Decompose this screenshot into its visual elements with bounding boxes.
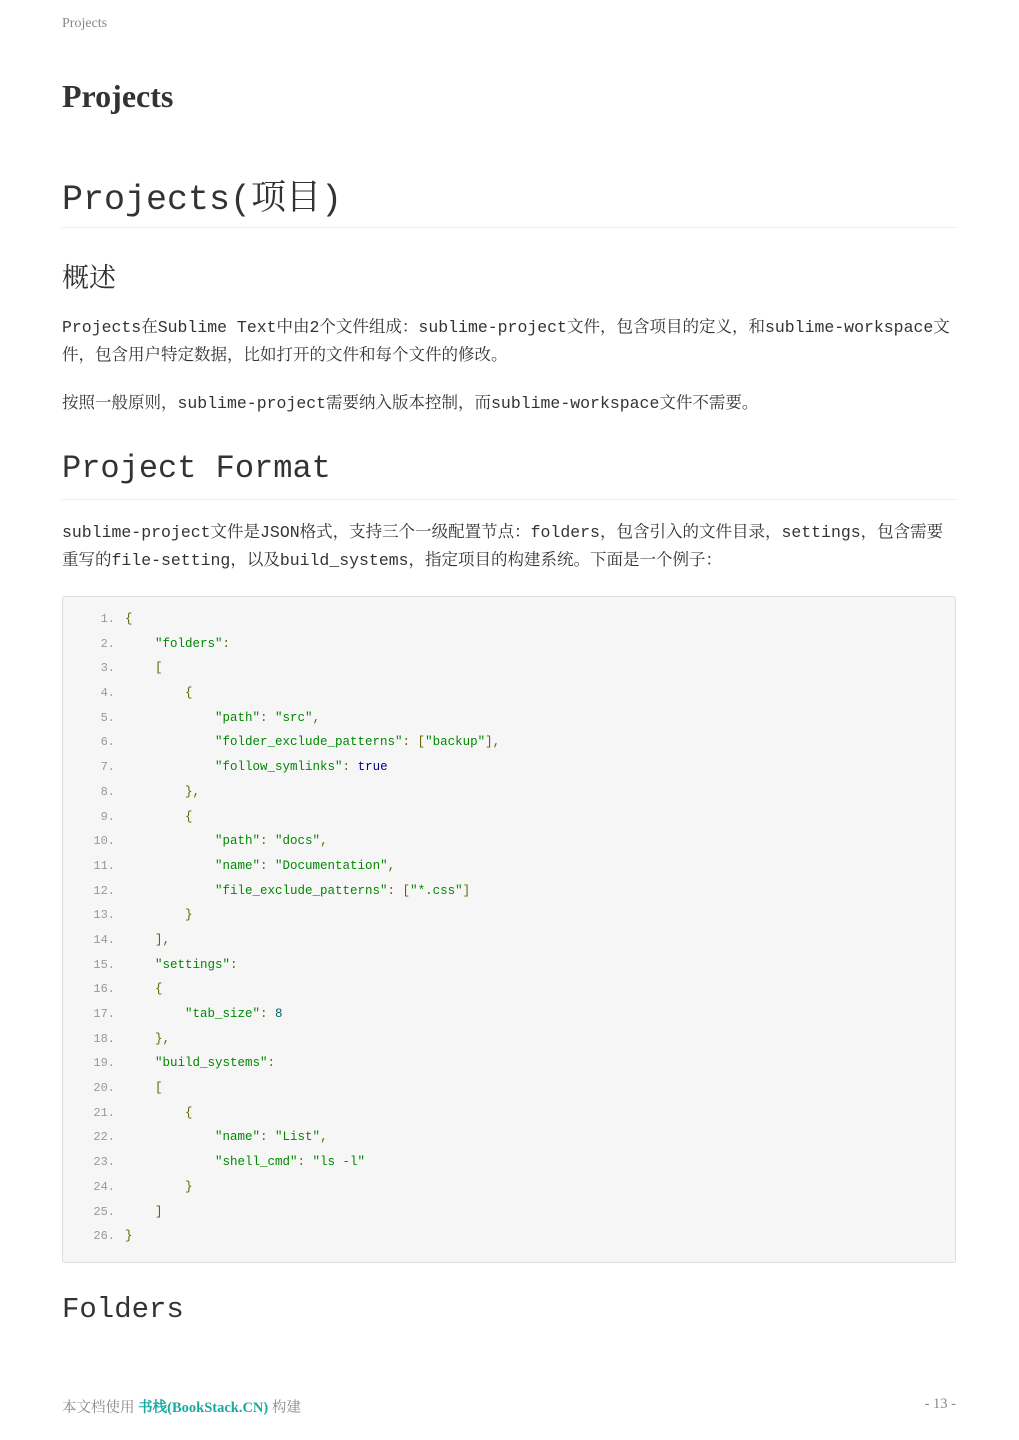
footer-bookstack-link[interactable]: 书栈(BookStack.CN) xyxy=(138,1400,269,1416)
line-number: 2. xyxy=(100,636,115,651)
page-number: - 13 - xyxy=(924,1396,956,1412)
code-token: "backup" xyxy=(425,735,486,750)
section-heading-projects: Projects(项目) xyxy=(62,180,343,220)
code-text xyxy=(125,1150,365,1175)
code-token: "docs" xyxy=(275,834,321,849)
line-number: 14. xyxy=(93,932,115,947)
line-number: 15. xyxy=(93,957,115,972)
code-text xyxy=(125,928,170,953)
code-token: : xyxy=(230,957,238,972)
code-text xyxy=(125,1101,193,1126)
code-token xyxy=(125,958,155,972)
line-number: 19. xyxy=(93,1056,115,1071)
line-number: 8. xyxy=(100,784,115,799)
code-token: , xyxy=(320,1130,328,1145)
code-text xyxy=(125,656,163,681)
code-text xyxy=(125,1125,328,1150)
code-token: : xyxy=(260,1007,276,1021)
code-token: { xyxy=(185,1105,193,1120)
line-number: 20. xyxy=(93,1081,115,1096)
code-token: "List" xyxy=(275,1130,321,1145)
line-number: 1. xyxy=(100,612,115,626)
code-token xyxy=(125,834,215,848)
code-token: "Documentation" xyxy=(275,858,388,873)
code-token: : xyxy=(260,710,276,725)
heading-divider xyxy=(62,499,956,500)
code-text xyxy=(125,854,395,879)
line-number: 13. xyxy=(93,908,115,923)
code-token: , xyxy=(387,858,396,873)
footer-prefix: 本文档使用 xyxy=(62,1400,135,1416)
code-token: }, xyxy=(185,784,201,799)
line-number: 22. xyxy=(93,1130,115,1145)
code-token: ], xyxy=(155,932,171,947)
code-token xyxy=(125,884,215,898)
code-line xyxy=(63,1076,163,1101)
code-line xyxy=(63,1125,328,1150)
code-line xyxy=(63,879,471,904)
heading-divider xyxy=(62,227,956,228)
line-number: 17. xyxy=(93,1007,115,1021)
code-text xyxy=(125,1076,163,1101)
code-line xyxy=(63,903,193,928)
code-line xyxy=(63,1027,171,1052)
section-heading-project-format: Project Format xyxy=(62,450,331,487)
code-token: : xyxy=(260,858,276,873)
code-line xyxy=(63,730,501,755)
code-token: ], xyxy=(485,735,501,750)
code-token: ] xyxy=(155,1204,163,1219)
code-token: "shell_cmd" xyxy=(215,1155,298,1170)
code-text xyxy=(125,730,500,755)
code-text xyxy=(125,805,193,830)
code-token xyxy=(125,810,185,824)
code-text xyxy=(125,1224,133,1249)
code-token xyxy=(125,760,215,774)
code-text xyxy=(125,879,470,904)
overview-paragraph-2: 按照一般原则，sublime-project需要纳入版本控制，而sublime-workspace文件不需要。 xyxy=(62,394,759,413)
code-line xyxy=(63,656,163,681)
code-token: [ xyxy=(155,661,163,676)
code-token: true xyxy=(357,760,388,775)
line-number: 24. xyxy=(93,1179,115,1194)
code-token: [ xyxy=(155,1081,163,1096)
code-line xyxy=(63,632,231,657)
code-line xyxy=(63,1200,163,1225)
code-token: , xyxy=(320,834,328,849)
code-token: : xyxy=(222,636,231,651)
code-token: "path" xyxy=(215,834,261,849)
code-token: , xyxy=(312,710,321,725)
line-number: 6. xyxy=(100,735,115,750)
code-text xyxy=(125,1027,170,1052)
code-line xyxy=(63,1150,366,1175)
code-token: : xyxy=(342,760,358,775)
code-line xyxy=(63,829,328,854)
code-token: "follow_symlinks" xyxy=(215,760,343,775)
line-number: 5. xyxy=(100,710,115,725)
code-token xyxy=(125,735,215,749)
code-lines xyxy=(63,607,501,1249)
code-token: : xyxy=(260,834,276,849)
code-token: : xyxy=(267,1056,276,1071)
line-number: 18. xyxy=(93,1031,115,1046)
code-token: } xyxy=(125,1229,133,1244)
code-token xyxy=(125,1130,215,1144)
line-number: 16. xyxy=(93,982,115,997)
code-text xyxy=(125,903,193,928)
code-token xyxy=(125,1106,185,1120)
code-line xyxy=(63,1002,283,1027)
code-line xyxy=(63,1175,193,1200)
code-line xyxy=(63,1101,193,1126)
code-text xyxy=(125,1200,163,1225)
page-title: Projects xyxy=(62,78,174,114)
code-token: "ls -l" xyxy=(312,1155,366,1170)
code-text xyxy=(125,632,230,657)
line-number: 7. xyxy=(100,760,115,775)
code-text xyxy=(125,1051,275,1076)
code-token: "folder_exclude_patterns" xyxy=(215,735,403,750)
code-token: 8 xyxy=(275,1007,283,1021)
code-text xyxy=(125,829,328,854)
code-token: "path" xyxy=(215,710,261,725)
code-token xyxy=(125,1205,155,1219)
code-line xyxy=(63,805,193,830)
code-token: { xyxy=(125,612,133,626)
code-line xyxy=(63,607,133,632)
code-text xyxy=(125,977,163,1002)
line-number: 12. xyxy=(93,883,115,898)
code-token xyxy=(125,908,185,922)
line-number: 25. xyxy=(93,1204,115,1219)
code-token: { xyxy=(155,982,163,997)
line-number: 3. xyxy=(100,661,115,676)
code-line xyxy=(63,953,238,978)
footer-credit xyxy=(62,1396,301,1417)
code-token xyxy=(125,785,185,799)
code-token: "folders" xyxy=(155,636,223,651)
line-number: 4. xyxy=(100,686,115,701)
code-token xyxy=(125,933,155,947)
code-line xyxy=(63,1224,133,1249)
code-token xyxy=(125,1007,185,1021)
footer-suffix: 构建 xyxy=(271,1400,301,1416)
code-token: "file_exclude_patterns" xyxy=(215,883,388,898)
code-token: "name" xyxy=(215,1130,261,1145)
code-text xyxy=(125,1175,193,1200)
code-token: "*.css" xyxy=(410,883,463,898)
line-number: 21. xyxy=(93,1105,115,1120)
code-token: } xyxy=(185,1179,193,1194)
code-token xyxy=(125,1155,215,1169)
line-number: 23. xyxy=(93,1155,115,1170)
code-token xyxy=(125,686,185,700)
section-heading-overview: 概述 xyxy=(62,263,116,294)
code-line xyxy=(63,755,388,780)
section-heading-folders: Folders xyxy=(62,1293,184,1326)
code-text xyxy=(125,706,320,731)
code-token xyxy=(125,1081,155,1095)
breadcrumb[interactable]: Projects xyxy=(62,16,108,31)
code-token: : xyxy=(260,1130,276,1145)
overview-paragraph-1: Projects在Sublime Text中由2个文件组成：sublime-project文件，包含项目的定义，和sublime-workspace文件，包含用户特定数据，比如打开的文件和每个文件的修改。 xyxy=(62,318,950,365)
code-token: "src" xyxy=(275,710,313,725)
code-line xyxy=(63,928,171,953)
line-number: 11. xyxy=(93,858,115,873)
code-text xyxy=(125,953,238,978)
code-token xyxy=(125,982,155,996)
code-token: : [ xyxy=(402,735,426,750)
code-line xyxy=(63,854,396,879)
code-token xyxy=(125,711,215,725)
code-token: }, xyxy=(155,1031,171,1046)
code-text xyxy=(125,681,193,706)
code-token: : [ xyxy=(387,883,411,898)
line-number: 10. xyxy=(93,834,115,849)
code-text xyxy=(125,1002,283,1027)
code-token: : xyxy=(297,1155,313,1170)
code-token: "name" xyxy=(215,858,261,873)
code-line xyxy=(63,1051,276,1076)
code-line xyxy=(63,681,193,706)
code-text xyxy=(125,607,133,632)
code-line xyxy=(63,780,201,805)
code-token: { xyxy=(185,809,193,824)
line-number: 9. xyxy=(100,809,115,824)
code-text xyxy=(125,755,388,780)
code-token: "build_systems" xyxy=(155,1056,268,1071)
code-token xyxy=(125,1056,155,1070)
code-line xyxy=(63,706,321,731)
code-token xyxy=(125,661,155,675)
code-line xyxy=(63,977,163,1002)
code-block[interactable] xyxy=(62,596,956,1263)
code-token xyxy=(125,859,215,873)
code-token: } xyxy=(185,908,193,923)
format-paragraph: sublime-project文件是JSON格式，支持三个一级配置节点：folders，包含引入的文件目录，settings，包含需要重写的file-setting，以及build_systems，指定项目的构建系统。下面是一个例子： xyxy=(62,523,944,570)
code-text xyxy=(125,780,200,805)
code-token: "tab_size" xyxy=(185,1007,261,1021)
code-token: { xyxy=(185,686,193,701)
code-token xyxy=(125,1180,185,1194)
line-number: 26. xyxy=(93,1229,115,1244)
code-token xyxy=(125,1032,155,1046)
code-token: ] xyxy=(462,883,471,898)
code-token: "settings" xyxy=(155,957,231,972)
code-token xyxy=(125,637,155,651)
